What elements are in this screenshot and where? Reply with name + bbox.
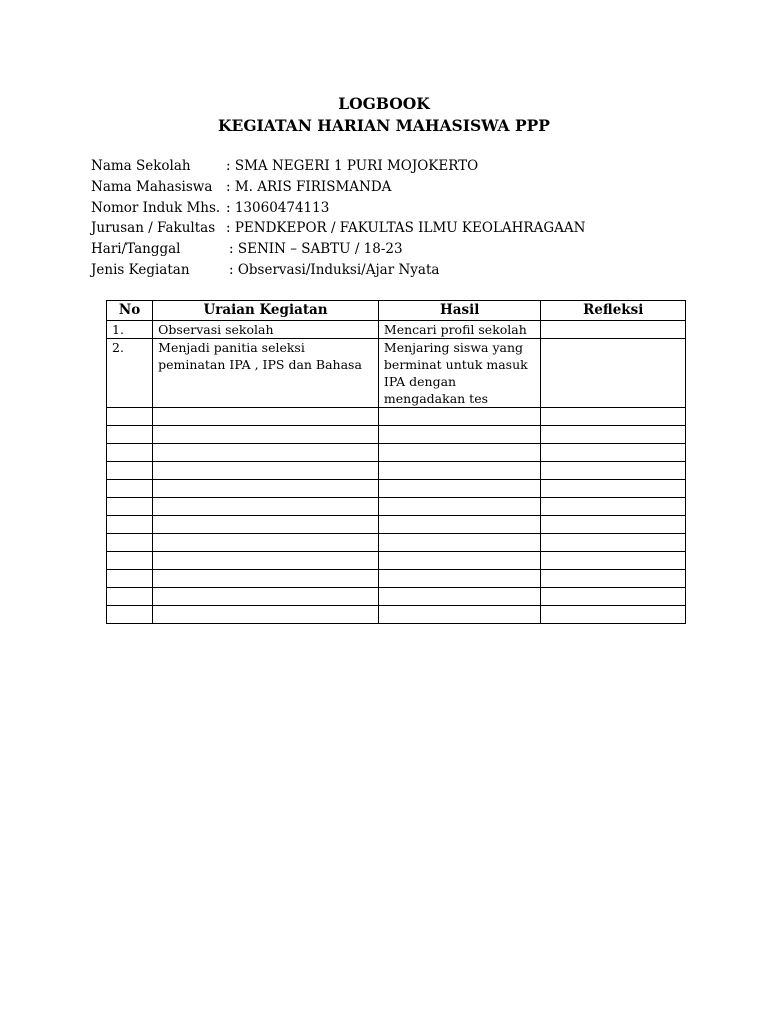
cell-hasil: Mencari profil sekolah bbox=[378, 321, 541, 339]
cell-refleksi bbox=[541, 321, 686, 339]
empty-cell bbox=[378, 552, 541, 570]
empty-table-row bbox=[107, 552, 686, 570]
empty-cell bbox=[541, 588, 686, 606]
logbook-table bbox=[106, 300, 686, 624]
empty-cell bbox=[107, 516, 153, 534]
header-refleksi: Refleksi bbox=[541, 301, 686, 321]
empty-table-row bbox=[107, 516, 686, 534]
table-header-row bbox=[107, 301, 686, 321]
empty-cell bbox=[153, 426, 379, 444]
empty-cell bbox=[378, 516, 541, 534]
empty-table-row bbox=[107, 498, 686, 516]
cell-hasil: Menjaring siswa yang berminat untuk masuk IPA dengan mengadakan tes bbox=[378, 339, 541, 408]
empty-cell bbox=[107, 498, 153, 516]
empty-cell bbox=[541, 570, 686, 588]
info-label: Nomor Induk Mhs. bbox=[91, 199, 221, 216]
info-row-hari-tanggal bbox=[91, 239, 691, 260]
info-row-nama-mahasiswa bbox=[91, 177, 691, 198]
empty-cell bbox=[107, 570, 153, 588]
empty-cell bbox=[541, 552, 686, 570]
empty-cell bbox=[541, 444, 686, 462]
info-row-jenis-kegiatan bbox=[91, 260, 691, 281]
cell-no: 2. bbox=[107, 339, 153, 408]
empty-cell bbox=[541, 516, 686, 534]
header-hasil: Hasil bbox=[378, 301, 541, 321]
empty-cell bbox=[541, 408, 686, 426]
table-row bbox=[107, 339, 686, 408]
info-label: Hari/Tanggal bbox=[91, 241, 181, 258]
cell-no: 1. bbox=[107, 321, 153, 339]
info-value: : M. ARIS FIRISMANDA bbox=[226, 178, 392, 195]
empty-table-row bbox=[107, 444, 686, 462]
header-no: No bbox=[107, 301, 153, 321]
empty-cell bbox=[541, 606, 686, 624]
cell-uraian: Menjadi panitia seleksi peminatan IPA , IPS dan Bahasa bbox=[153, 339, 379, 408]
info-value: : 13060474113 bbox=[226, 199, 330, 216]
empty-cell bbox=[107, 426, 153, 444]
empty-table-row bbox=[107, 606, 686, 624]
empty-cell bbox=[378, 606, 541, 624]
empty-cell bbox=[541, 426, 686, 444]
info-row-jurusan-fakultas bbox=[91, 218, 691, 239]
info-label: Jurusan / Fakultas bbox=[91, 220, 216, 237]
empty-cell bbox=[107, 588, 153, 606]
info-label: Jenis Kegiatan bbox=[91, 261, 190, 278]
empty-table-row bbox=[107, 426, 686, 444]
header-uraian-kegiatan: Uraian Kegiatan bbox=[153, 301, 379, 321]
empty-cell bbox=[378, 444, 541, 462]
document-title: LOGBOOK bbox=[338, 94, 430, 113]
empty-cell bbox=[153, 480, 379, 498]
empty-table-row bbox=[107, 462, 686, 480]
empty-cell bbox=[541, 498, 686, 516]
info-row-nomor-induk bbox=[91, 198, 691, 219]
table-row bbox=[107, 321, 686, 339]
empty-cell bbox=[107, 408, 153, 426]
empty-cell bbox=[153, 444, 379, 462]
empty-cell bbox=[541, 480, 686, 498]
empty-cell bbox=[153, 408, 379, 426]
empty-cell bbox=[378, 426, 541, 444]
empty-cell bbox=[541, 462, 686, 480]
info-label: Nama Sekolah bbox=[91, 158, 191, 174]
empty-cell bbox=[153, 606, 379, 624]
empty-cell bbox=[153, 516, 379, 534]
empty-cell bbox=[378, 498, 541, 516]
empty-cell bbox=[153, 570, 379, 588]
empty-cell bbox=[378, 570, 541, 588]
empty-cell bbox=[107, 480, 153, 498]
empty-cell bbox=[107, 552, 153, 570]
empty-table-row bbox=[107, 534, 686, 552]
info-value: : SENIN – SABTU / 18-23 bbox=[229, 241, 403, 258]
empty-cell bbox=[107, 606, 153, 624]
empty-cell bbox=[153, 462, 379, 480]
empty-cell bbox=[153, 552, 379, 570]
empty-cell bbox=[107, 444, 153, 462]
empty-cell bbox=[541, 534, 686, 552]
empty-cell bbox=[378, 462, 541, 480]
info-value: : PENDKEPOR / FAKULTAS ILMU KEOLAHRAGAAN bbox=[226, 220, 586, 237]
empty-cell bbox=[378, 588, 541, 606]
empty-cell bbox=[107, 534, 153, 552]
info-row-nama-sekolah bbox=[91, 156, 691, 177]
empty-table-row bbox=[107, 408, 686, 426]
empty-cell bbox=[378, 534, 541, 552]
student-info bbox=[91, 156, 691, 281]
empty-table-row bbox=[107, 570, 686, 588]
empty-cell bbox=[378, 480, 541, 498]
empty-cell bbox=[107, 462, 153, 480]
empty-cell bbox=[153, 498, 379, 516]
info-value: : Observasi/Induksi/Ajar Nyata bbox=[229, 261, 440, 278]
empty-cell bbox=[378, 408, 541, 426]
empty-cell bbox=[153, 588, 379, 606]
empty-table-row bbox=[107, 480, 686, 498]
document-subtitle: KEGIATAN HARIAN MAHASISWA PPP bbox=[218, 116, 550, 135]
cell-refleksi bbox=[541, 339, 686, 408]
empty-table-row bbox=[107, 588, 686, 606]
info-label: Nama Mahasiswa bbox=[91, 178, 213, 195]
info-value: : SMA NEGERI 1 PURI MOJOKERTO bbox=[226, 158, 479, 174]
cell-uraian: Observasi sekolah bbox=[153, 321, 379, 339]
empty-cell bbox=[153, 534, 379, 552]
